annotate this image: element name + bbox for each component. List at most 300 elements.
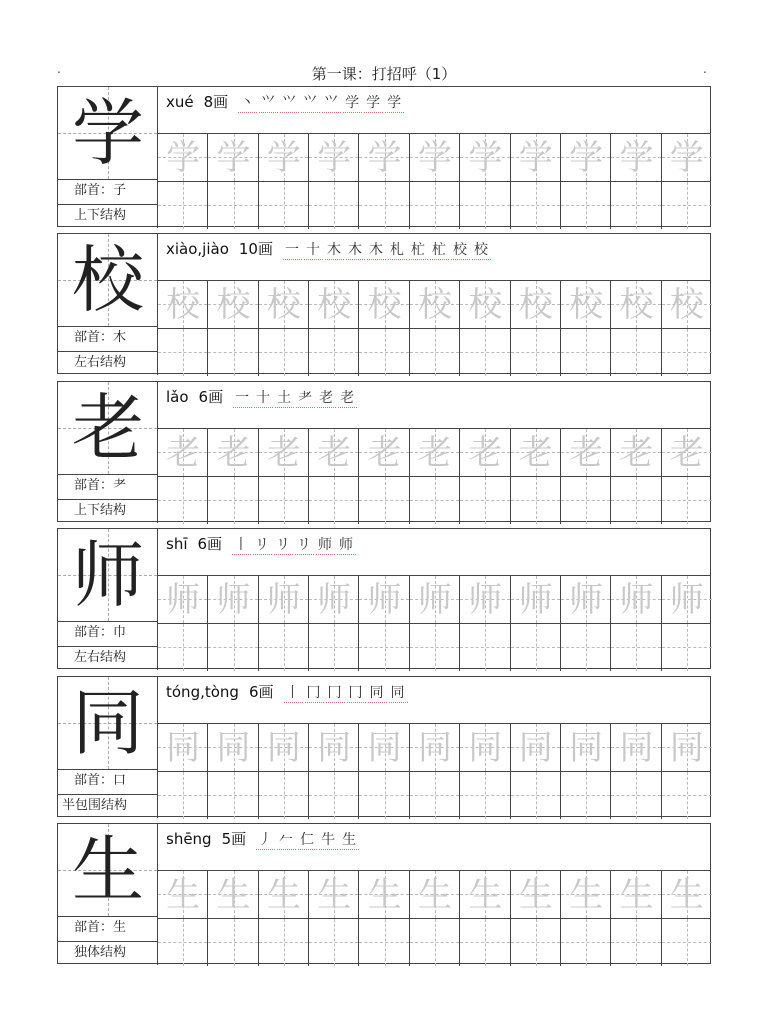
stroke-step: 生 bbox=[340, 829, 359, 850]
practice-cell[interactable] bbox=[511, 182, 561, 229]
stroke-step: ⺍ bbox=[322, 92, 341, 113]
pinyin-row bbox=[158, 677, 710, 723]
practice-cell[interactable] bbox=[662, 919, 712, 966]
trace-char: 同 bbox=[317, 727, 352, 768]
stroke-step: 仁 bbox=[298, 829, 317, 850]
practice-cell[interactable] bbox=[410, 429, 460, 476]
trace-char: 学 bbox=[468, 137, 503, 178]
trace-char: 校 bbox=[216, 284, 251, 325]
practice-cell[interactable] bbox=[309, 134, 359, 181]
practice-cell[interactable] bbox=[208, 919, 258, 966]
practice-cell[interactable] bbox=[359, 477, 409, 524]
practice-cell[interactable] bbox=[158, 134, 208, 181]
trace-char: 老 bbox=[417, 432, 452, 473]
stroke-step: 学 bbox=[343, 92, 362, 113]
practice-cell[interactable] bbox=[259, 281, 309, 328]
stroke-step: 老 bbox=[338, 387, 357, 408]
practice-cell[interactable] bbox=[359, 624, 409, 671]
model-char: 老 bbox=[71, 386, 144, 470]
model-char: 师 bbox=[71, 533, 144, 617]
practice-cell[interactable] bbox=[611, 576, 661, 623]
stroke-count: 6画 bbox=[248, 683, 274, 701]
practice-cell[interactable] bbox=[309, 871, 359, 918]
practice-cell[interactable] bbox=[259, 871, 309, 918]
stroke-step: 学 bbox=[385, 92, 404, 113]
practice-cell[interactable] bbox=[460, 134, 510, 181]
practice-cell[interactable] bbox=[309, 724, 359, 771]
practice-cell[interactable] bbox=[208, 329, 258, 376]
practice-grid bbox=[158, 428, 710, 523]
stroke-step: 师 bbox=[316, 534, 335, 555]
practice-cell[interactable] bbox=[662, 772, 712, 819]
practice-cell[interactable] bbox=[410, 477, 460, 524]
practice-cell[interactable] bbox=[259, 429, 309, 476]
practice-cell[interactable] bbox=[359, 724, 409, 771]
trace-char: 校 bbox=[266, 284, 301, 325]
trace-char: 学 bbox=[417, 137, 452, 178]
practice-cell[interactable] bbox=[410, 576, 460, 623]
practice-cell[interactable] bbox=[662, 871, 712, 918]
trace-char: 同 bbox=[569, 727, 604, 768]
trace-char: 生 bbox=[266, 874, 301, 915]
stroke-step: 同 bbox=[368, 682, 387, 703]
trace-char: 老 bbox=[619, 432, 654, 473]
practice-cell[interactable] bbox=[359, 182, 409, 229]
trace-row bbox=[158, 134, 710, 181]
stroke-step: 杧 bbox=[409, 239, 428, 260]
trace-char: 师 bbox=[367, 579, 402, 620]
stroke-step: 校 bbox=[472, 239, 491, 260]
practice-cell[interactable] bbox=[511, 281, 561, 328]
stroke-step: 木 bbox=[367, 239, 386, 260]
practice-cell[interactable] bbox=[309, 182, 359, 229]
practice-cell[interactable] bbox=[460, 281, 510, 328]
model-char-cell bbox=[58, 87, 158, 179]
trace-char: 学 bbox=[166, 137, 201, 178]
practice-cell[interactable] bbox=[158, 624, 208, 671]
practice-cell[interactable] bbox=[511, 134, 561, 181]
stroke-order-sequence bbox=[232, 534, 358, 555]
trace-char: 老 bbox=[569, 432, 604, 473]
stroke-step: ⺍ bbox=[301, 92, 320, 113]
practice-cell[interactable] bbox=[561, 329, 611, 376]
stroke-step: ⺍ bbox=[259, 92, 278, 113]
practice-cell[interactable] bbox=[208, 724, 258, 771]
practice-cell[interactable] bbox=[410, 281, 460, 328]
practice-cell[interactable] bbox=[259, 772, 309, 819]
structure-label: 半包围结构 bbox=[58, 794, 158, 818]
trace-char: 校 bbox=[367, 284, 402, 325]
practice-grid bbox=[158, 723, 710, 818]
trace-char: 同 bbox=[468, 727, 503, 768]
trace-char: 生 bbox=[669, 874, 704, 915]
structure-label: 上下结构 bbox=[58, 499, 158, 523]
blank-row bbox=[158, 476, 710, 524]
corner-mark-right: . bbox=[703, 62, 707, 76]
practice-cell[interactable] bbox=[611, 182, 661, 229]
trace-char: 师 bbox=[619, 579, 654, 620]
practice-cell[interactable] bbox=[561, 772, 611, 819]
model-char-cell bbox=[58, 677, 158, 769]
stroke-step: 札 bbox=[388, 239, 407, 260]
practice-cell[interactable] bbox=[511, 871, 561, 918]
practice-cell[interactable] bbox=[309, 429, 359, 476]
practice-cell[interactable] bbox=[158, 576, 208, 623]
stroke-order-sequence bbox=[233, 387, 359, 408]
trace-char: 学 bbox=[266, 137, 301, 178]
trace-row bbox=[158, 281, 710, 328]
practice-cell[interactable] bbox=[410, 624, 460, 671]
trace-char: 生 bbox=[317, 874, 352, 915]
trace-char: 师 bbox=[669, 579, 704, 620]
stroke-step: 冂 bbox=[305, 682, 324, 703]
trace-char: 生 bbox=[166, 874, 201, 915]
practice-cell[interactable] bbox=[158, 871, 208, 918]
practice-grid bbox=[158, 575, 710, 670]
practice-cell[interactable] bbox=[511, 919, 561, 966]
stroke-order-sequence bbox=[238, 92, 406, 113]
practice-cell[interactable] bbox=[309, 477, 359, 524]
practice-cell[interactable] bbox=[511, 429, 561, 476]
practice-cell[interactable] bbox=[158, 919, 208, 966]
trace-char: 校 bbox=[468, 284, 503, 325]
practice-cell[interactable] bbox=[511, 724, 561, 771]
practice-cell[interactable] bbox=[208, 576, 258, 623]
practice-cell[interactable] bbox=[460, 182, 510, 229]
trace-char: 老 bbox=[518, 432, 553, 473]
stroke-step: 师 bbox=[337, 534, 356, 555]
practice-cell[interactable] bbox=[611, 724, 661, 771]
practice-cell[interactable] bbox=[662, 281, 712, 328]
trace-char: 师 bbox=[317, 579, 352, 620]
practice-cell[interactable] bbox=[662, 624, 712, 671]
char-block bbox=[57, 528, 711, 669]
trace-char: 老 bbox=[216, 432, 251, 473]
stroke-count: 6画 bbox=[197, 535, 223, 553]
practice-cell[interactable] bbox=[309, 329, 359, 376]
practice-cell[interactable] bbox=[460, 772, 510, 819]
practice-cell[interactable] bbox=[410, 329, 460, 376]
model-char-cell bbox=[58, 824, 158, 916]
blank-row bbox=[158, 771, 710, 819]
structure-label: 上下结构 bbox=[58, 204, 158, 228]
stroke-step: 老 bbox=[317, 387, 336, 408]
blank-row bbox=[158, 181, 710, 229]
practice-cell[interactable] bbox=[208, 429, 258, 476]
trace-char: 老 bbox=[166, 432, 201, 473]
practice-cell[interactable] bbox=[259, 329, 309, 376]
trace-char: 师 bbox=[518, 579, 553, 620]
practice-cell[interactable] bbox=[561, 624, 611, 671]
char-block bbox=[57, 381, 711, 522]
practice-cell[interactable] bbox=[561, 871, 611, 918]
trace-char: 生 bbox=[417, 874, 452, 915]
model-char: 校 bbox=[71, 238, 144, 322]
practice-cell[interactable] bbox=[410, 724, 460, 771]
practice-cell[interactable] bbox=[309, 772, 359, 819]
practice-cell[interactable] bbox=[410, 182, 460, 229]
practice-cell[interactable] bbox=[561, 724, 611, 771]
trace-char: 生 bbox=[569, 874, 604, 915]
practice-cell[interactable] bbox=[460, 724, 510, 771]
practice-cell[interactable] bbox=[259, 182, 309, 229]
model-char-cell bbox=[58, 382, 158, 474]
practice-cell[interactable] bbox=[359, 329, 409, 376]
practice-cell[interactable] bbox=[208, 871, 258, 918]
trace-char: 校 bbox=[166, 284, 201, 325]
blank-row bbox=[158, 623, 710, 671]
trace-char: 老 bbox=[266, 432, 301, 473]
practice-cell[interactable] bbox=[611, 281, 661, 328]
practice-cell[interactable] bbox=[309, 281, 359, 328]
practice-cell[interactable] bbox=[561, 477, 611, 524]
practice-cell[interactable] bbox=[158, 429, 208, 476]
practice-cell[interactable] bbox=[561, 182, 611, 229]
page-title: 第一课：打招呼（1） bbox=[311, 65, 457, 83]
stroke-step: 𠂉 bbox=[277, 829, 296, 850]
trace-char: 师 bbox=[569, 579, 604, 620]
trace-char: 老 bbox=[317, 432, 352, 473]
trace-char: 师 bbox=[166, 579, 201, 620]
pinyin-row bbox=[158, 824, 710, 870]
trace-char: 师 bbox=[216, 579, 251, 620]
practice-cell[interactable] bbox=[511, 576, 561, 623]
practice-cell[interactable] bbox=[410, 919, 460, 966]
trace-char: 同 bbox=[669, 727, 704, 768]
practice-cell[interactable] bbox=[208, 182, 258, 229]
stroke-step: 耂 bbox=[296, 387, 315, 408]
practice-grid bbox=[158, 133, 710, 228]
model-char-cell bbox=[58, 234, 158, 326]
trace-row bbox=[158, 429, 710, 476]
practice-cell[interactable] bbox=[460, 919, 510, 966]
radical-label: 部首：生 bbox=[58, 916, 158, 941]
practice-cell[interactable] bbox=[359, 429, 409, 476]
trace-char: 生 bbox=[518, 874, 553, 915]
stroke-step: 学 bbox=[364, 92, 383, 113]
trace-char: 老 bbox=[367, 432, 402, 473]
structure-label: 独体结构 bbox=[58, 941, 158, 965]
trace-char: 生 bbox=[367, 874, 402, 915]
trace-char: 学 bbox=[216, 137, 251, 178]
practice-cell[interactable] bbox=[662, 134, 712, 181]
practice-cell[interactable] bbox=[208, 281, 258, 328]
practice-cell[interactable] bbox=[309, 919, 359, 966]
practice-cell[interactable] bbox=[158, 182, 208, 229]
stroke-step: ⺍ bbox=[280, 92, 299, 113]
trace-char: 老 bbox=[669, 432, 704, 473]
trace-char: 同 bbox=[367, 727, 402, 768]
pinyin-row bbox=[158, 529, 710, 575]
trace-row bbox=[158, 724, 710, 771]
practice-cell[interactable] bbox=[662, 576, 712, 623]
trace-char: 同 bbox=[266, 727, 301, 768]
practice-cell[interactable] bbox=[611, 919, 661, 966]
trace-char: 师 bbox=[417, 579, 452, 620]
practice-cell[interactable] bbox=[561, 576, 611, 623]
trace-char: 同 bbox=[417, 727, 452, 768]
practice-cell[interactable] bbox=[511, 329, 561, 376]
pinyin: xué bbox=[166, 93, 194, 111]
trace-row bbox=[158, 871, 710, 918]
stroke-step: 十 bbox=[254, 387, 273, 408]
char-block bbox=[57, 676, 711, 817]
practice-cell[interactable] bbox=[259, 134, 309, 181]
stroke-order-sequence bbox=[283, 239, 493, 260]
stroke-order-sequence bbox=[256, 829, 361, 850]
trace-char: 同 bbox=[518, 727, 553, 768]
practice-cell[interactable] bbox=[662, 182, 712, 229]
practice-cell[interactable] bbox=[158, 477, 208, 524]
practice-cell[interactable] bbox=[561, 919, 611, 966]
pinyin-row bbox=[158, 87, 710, 133]
pinyin-row bbox=[158, 382, 710, 428]
practice-cell[interactable] bbox=[511, 477, 561, 524]
pinyin: shēng bbox=[166, 830, 212, 848]
stroke-step: 十 bbox=[304, 239, 323, 260]
stroke-step: 木 bbox=[346, 239, 365, 260]
practice-grid bbox=[158, 280, 710, 375]
practice-cell[interactable] bbox=[208, 624, 258, 671]
practice-cell[interactable] bbox=[611, 134, 661, 181]
stroke-step: リ bbox=[295, 534, 314, 555]
practice-cell[interactable] bbox=[460, 624, 510, 671]
stroke-step: 冂 bbox=[326, 682, 345, 703]
stroke-order-sequence bbox=[284, 682, 410, 703]
model-char: 学 bbox=[71, 91, 144, 175]
radical-label: 部首：口 bbox=[58, 769, 158, 794]
trace-char: 同 bbox=[216, 727, 251, 768]
radical-label: 部首：子 bbox=[58, 179, 158, 204]
practice-cell[interactable] bbox=[662, 477, 712, 524]
practice-cell[interactable] bbox=[158, 329, 208, 376]
pinyin: xiào,jiào bbox=[166, 240, 229, 258]
practice-cell[interactable] bbox=[359, 281, 409, 328]
pinyin: tóng,tòng bbox=[166, 683, 239, 701]
stroke-step: 土 bbox=[275, 387, 294, 408]
practice-cell[interactable] bbox=[611, 329, 661, 376]
stroke-step: リ bbox=[274, 534, 293, 555]
practice-cell[interactable] bbox=[158, 281, 208, 328]
trace-char: 生 bbox=[619, 874, 654, 915]
practice-cell[interactable] bbox=[208, 772, 258, 819]
pinyin-row bbox=[158, 234, 710, 280]
blank-row bbox=[158, 328, 710, 376]
practice-cell[interactable] bbox=[511, 624, 561, 671]
practice-cell[interactable] bbox=[460, 871, 510, 918]
stroke-count: 6画 bbox=[198, 388, 224, 406]
practice-cell[interactable] bbox=[561, 429, 611, 476]
practice-cell[interactable] bbox=[410, 871, 460, 918]
model-char: 同 bbox=[71, 681, 144, 765]
practice-cell[interactable] bbox=[359, 772, 409, 819]
practice-cell[interactable] bbox=[259, 919, 309, 966]
trace-char: 师 bbox=[266, 579, 301, 620]
stroke-step: 木 bbox=[325, 239, 344, 260]
practice-cell[interactable] bbox=[158, 772, 208, 819]
trace-char: 校 bbox=[417, 284, 452, 325]
practice-cell[interactable] bbox=[460, 429, 510, 476]
practice-cell[interactable] bbox=[662, 429, 712, 476]
model-char-cell bbox=[58, 529, 158, 621]
trace-char: 学 bbox=[367, 137, 402, 178]
practice-cell[interactable] bbox=[611, 772, 661, 819]
trace-char: 学 bbox=[619, 137, 654, 178]
stroke-step: 杧 bbox=[430, 239, 449, 260]
practice-cell[interactable] bbox=[561, 134, 611, 181]
trace-char: 同 bbox=[166, 727, 201, 768]
stroke-count: 8画 bbox=[203, 93, 229, 111]
practice-cell[interactable] bbox=[208, 134, 258, 181]
practice-cell[interactable] bbox=[309, 624, 359, 671]
practice-cell[interactable] bbox=[359, 919, 409, 966]
corner-mark-left: . bbox=[57, 62, 61, 76]
radical-label: 部首：巾 bbox=[58, 621, 158, 646]
trace-char: 校 bbox=[518, 284, 553, 325]
practice-cell[interactable] bbox=[158, 724, 208, 771]
char-block bbox=[57, 86, 711, 227]
practice-cell[interactable] bbox=[359, 134, 409, 181]
practice-cell[interactable] bbox=[259, 724, 309, 771]
practice-grid bbox=[158, 870, 710, 965]
practice-cell[interactable] bbox=[309, 576, 359, 623]
practice-cell[interactable] bbox=[259, 576, 309, 623]
trace-char: 校 bbox=[669, 284, 704, 325]
practice-cell[interactable] bbox=[460, 329, 510, 376]
trace-char: 老 bbox=[468, 432, 503, 473]
practice-cell[interactable] bbox=[611, 624, 661, 671]
stroke-step: リ bbox=[253, 534, 272, 555]
practice-cell[interactable] bbox=[359, 871, 409, 918]
trace-char: 学 bbox=[669, 137, 704, 178]
practice-cell[interactable] bbox=[460, 576, 510, 623]
radical-label: 部首：耂 bbox=[58, 474, 158, 499]
practice-cell[interactable] bbox=[662, 724, 712, 771]
pinyin: lǎo bbox=[166, 388, 189, 406]
practice-cell[interactable] bbox=[561, 281, 611, 328]
stroke-step: 一 bbox=[233, 387, 252, 408]
stroke-step: 校 bbox=[451, 239, 470, 260]
trace-char: 校 bbox=[619, 284, 654, 325]
practice-cell[interactable] bbox=[662, 329, 712, 376]
trace-char: 学 bbox=[317, 137, 352, 178]
structure-label: 左右结构 bbox=[58, 351, 158, 375]
practice-cell[interactable] bbox=[611, 477, 661, 524]
practice-cell[interactable] bbox=[259, 624, 309, 671]
char-block bbox=[57, 823, 711, 964]
stroke-count: 5画 bbox=[221, 830, 247, 848]
practice-cell[interactable] bbox=[208, 477, 258, 524]
practice-cell[interactable] bbox=[511, 772, 561, 819]
stroke-step: 丨 bbox=[284, 682, 303, 703]
practice-cell[interactable] bbox=[611, 871, 661, 918]
trace-char: 生 bbox=[468, 874, 503, 915]
trace-char: 校 bbox=[569, 284, 604, 325]
stroke-count: 10画 bbox=[238, 240, 273, 258]
stroke-step: 丨 bbox=[232, 534, 251, 555]
pinyin: shī bbox=[166, 535, 188, 553]
practice-cell[interactable] bbox=[359, 576, 409, 623]
trace-char: 同 bbox=[619, 727, 654, 768]
practice-cell[interactable] bbox=[410, 134, 460, 181]
practice-cell[interactable] bbox=[259, 477, 309, 524]
practice-cell[interactable] bbox=[611, 429, 661, 476]
practice-cell[interactable] bbox=[410, 772, 460, 819]
practice-cell[interactable] bbox=[460, 477, 510, 524]
stroke-step: 同 bbox=[389, 682, 408, 703]
stroke-step: 丿 bbox=[256, 829, 275, 850]
model-char: 生 bbox=[71, 828, 144, 912]
